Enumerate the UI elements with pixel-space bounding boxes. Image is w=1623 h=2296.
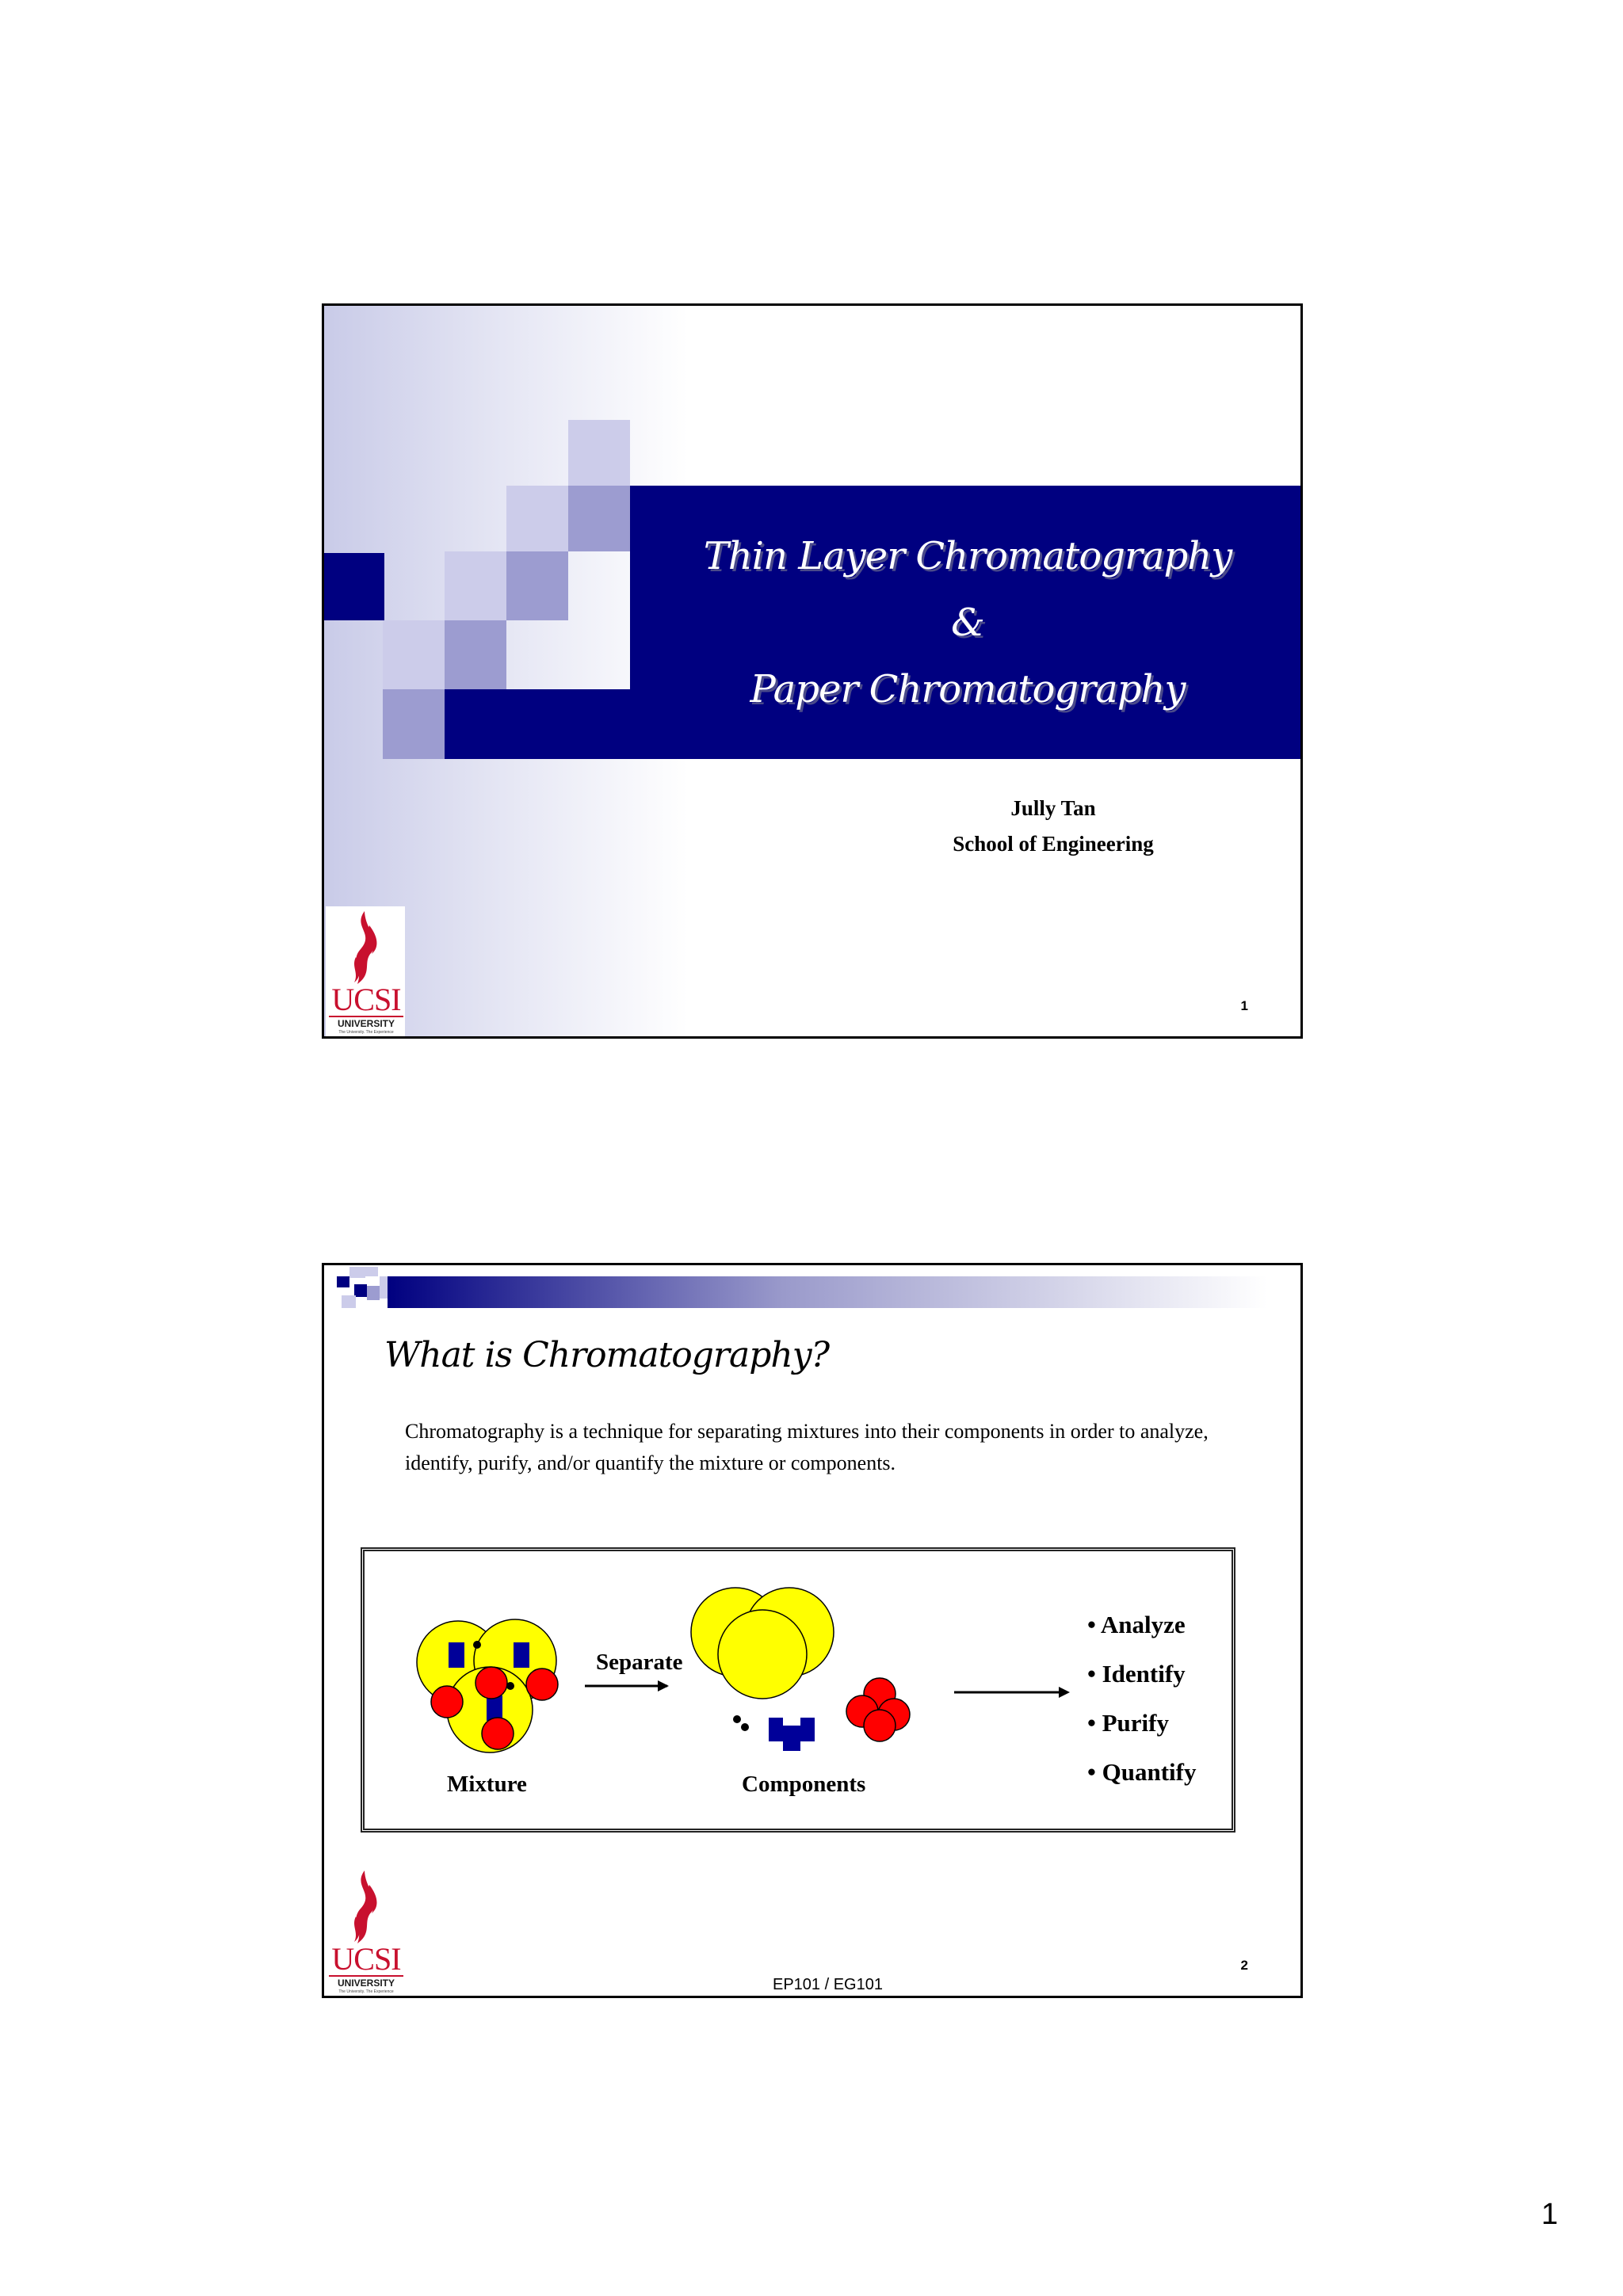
components-label: Components xyxy=(742,1772,866,1797)
outcome-quantify: • Quantify xyxy=(1087,1758,1197,1786)
slide-number: 1 xyxy=(1240,998,1248,1013)
header-gradient-bar xyxy=(388,1276,1267,1308)
slide-number: 2 xyxy=(1240,1958,1248,1973)
outcomes-list xyxy=(1087,1600,1196,1797)
chromatography-diagram xyxy=(361,1547,1235,1833)
decor-square xyxy=(445,620,506,689)
author-name: Jully Tan xyxy=(1010,796,1096,820)
flame-icon xyxy=(343,1869,386,1945)
decor-square xyxy=(324,553,384,620)
slide-1-title xyxy=(630,486,1303,759)
logo-wordmark: UCSI xyxy=(331,982,401,1017)
ucsi-logo xyxy=(326,1866,405,1996)
decor-square xyxy=(367,1286,380,1300)
logo-tagline: The University. The Experience xyxy=(338,1989,394,1994)
mixture-graphic xyxy=(417,1619,558,1753)
logo-wordmark: UCSI xyxy=(331,1941,401,1977)
decor-square xyxy=(506,551,568,620)
author-affiliation: School of Engineering xyxy=(953,832,1154,856)
decor-square xyxy=(365,1267,378,1276)
course-code: EP101 / EG101 xyxy=(773,1976,883,1993)
flame-icon xyxy=(343,910,386,986)
title-line-2: & xyxy=(951,600,984,645)
decor-square xyxy=(568,486,630,551)
title-line-3: Paper Chromatography xyxy=(750,666,1186,711)
decor-square xyxy=(445,551,506,620)
decor-square xyxy=(445,689,630,759)
ucsi-logo xyxy=(326,906,405,1036)
logo-subtitle: UNIVERSITY xyxy=(329,1016,403,1029)
outcome-analyze: • Analyze xyxy=(1087,1611,1186,1638)
decor-square xyxy=(383,689,445,759)
author-block xyxy=(831,791,1275,862)
decor-square xyxy=(383,620,445,689)
outcome-purify: • Purify xyxy=(1087,1709,1169,1737)
decor-square xyxy=(506,486,568,551)
decor-square xyxy=(568,420,630,486)
logo-tagline: The University. The Experience xyxy=(338,1030,394,1035)
decor-square xyxy=(337,1276,349,1287)
separate-label: Separate xyxy=(596,1650,683,1675)
outcome-identify: • Identify xyxy=(1087,1660,1186,1688)
mixture-label: Mixture xyxy=(447,1772,527,1797)
decor-square xyxy=(354,1284,367,1297)
logo-subtitle: UNIVERSITY xyxy=(329,1975,403,1989)
components-graphic xyxy=(691,1588,910,1751)
slide-2-body: Chromatography is a technique for separating mixtures into their components in order to analyze, identify, purify, and/or quantify the mixture or components. xyxy=(405,1420,1209,1474)
decor-square xyxy=(342,1295,356,1308)
slide-1 xyxy=(322,303,1303,1039)
slide-2-title: What is Chromatography? xyxy=(384,1335,830,1375)
decor-square xyxy=(380,1276,388,1299)
page-number: 1 xyxy=(1541,2198,1558,2231)
slide-2 xyxy=(322,1263,1303,1998)
decor-square xyxy=(349,1267,365,1278)
title-line-1: Thin Layer Chromatography xyxy=(703,533,1232,578)
